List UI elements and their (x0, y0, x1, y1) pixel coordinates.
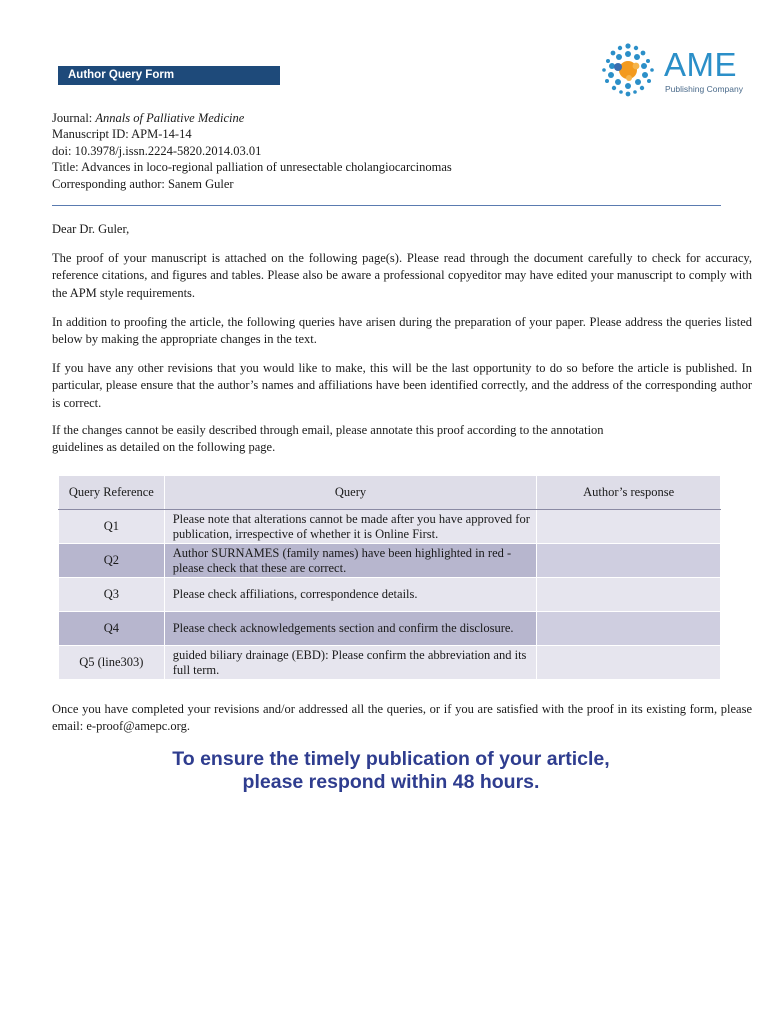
ame-logo-icon (598, 42, 662, 98)
manuscript-id: Manuscript ID: APM-14-14 (52, 127, 192, 142)
response-cell[interactable] (537, 544, 721, 578)
logo-subtitle: Publishing Company (665, 84, 743, 94)
query-ref: Q5 (line303) (59, 646, 165, 680)
query-text: guided biliary drainage (EBD): Please confirm the abbreviation and its full term. (164, 646, 537, 680)
query-text: Please check affiliations, correspondence details. (164, 578, 537, 612)
query-table (58, 475, 721, 680)
author-query-form-banner: Author Query Form (58, 66, 280, 85)
journal-label: Journal: (52, 111, 96, 125)
query-ref: Q4 (59, 612, 165, 646)
call-to-action (0, 748, 782, 794)
header-authors-response: Author’s response (537, 476, 721, 510)
ame-logo (598, 42, 748, 98)
paragraph-revisions: If you have any other revisions that you would like to make, this will be the last opportunity to do so before the article is published. In particular, please ensure that the author’s names and affiliations have been identified correctly, and the address of the corresponding author is correct. (52, 361, 752, 410)
header-query-reference: Query Reference (59, 476, 165, 510)
query-text: Author SURNAMES (family names) have been highlighted in red - please check that these are correct. (164, 544, 537, 578)
query-ref: Q3 (59, 578, 165, 612)
logo-name: AME (664, 46, 738, 83)
corresponding-author: Corresponding author: Sanem Guler (52, 176, 234, 191)
table-row (59, 544, 721, 578)
table-header-row (59, 476, 721, 510)
divider (52, 205, 721, 206)
table-row (59, 612, 721, 646)
annotation-line-2: guidelines as detailed on the following page. (52, 440, 276, 455)
journal-line (52, 110, 452, 126)
query-text: Please check acknowledgements section and confirm the disclosure. (164, 612, 537, 646)
query-ref: Q1 (59, 510, 165, 544)
journal-name: Annals of Palliative Medicine (95, 111, 245, 125)
closing-paragraph: Once you have completed your revisions and/or addressed all the queries, or if you are satisfied with the proof in its existing form, please email: e-proof@amepc.org. (52, 702, 752, 734)
manuscript-details (52, 110, 452, 192)
response-cell[interactable] (537, 578, 721, 612)
paragraph-annotation (52, 422, 752, 457)
cta-line-1: To ensure the timely publication of your article, (172, 748, 610, 770)
query-text: Please note that alterations cannot be made after you have approved for publication, irrespective of whether it is Online First. (164, 510, 537, 544)
article-title: Title: Advances in loco-regional palliation of unresectable cholangiocarcinomas (52, 160, 452, 175)
doi: doi: 10.3978/j.issn.2224-5820.2014.03.01 (52, 143, 262, 158)
response-cell[interactable] (537, 510, 721, 544)
salutation: Dear Dr. Guler, (52, 222, 130, 236)
response-cell[interactable] (537, 646, 721, 680)
cta-line-2: please respond within 48 hours. (242, 771, 540, 793)
table-row (59, 510, 721, 544)
header-query: Query (164, 476, 537, 510)
query-ref: Q2 (59, 544, 165, 578)
paragraph-proof-attached: The proof of your manuscript is attached on the following page(s). Please read through the document carefully to check for accuracy, reference citations, and figures and tables. Please also be aware a professional copyeditor may have edited your manuscript to comply with the APM style requirements. (52, 251, 752, 300)
table-row (59, 646, 721, 680)
annotation-line-1: If the changes cannot be easily described through email, please annotate this proof according to the annotation (52, 423, 604, 437)
response-cell[interactable] (537, 612, 721, 646)
table-row (59, 578, 721, 612)
paragraph-queries: In addition to proofing the article, the following queries have arisen during the preparation of your paper. Please address the queries listed below by making the appropriate changes in the text. (52, 315, 752, 347)
